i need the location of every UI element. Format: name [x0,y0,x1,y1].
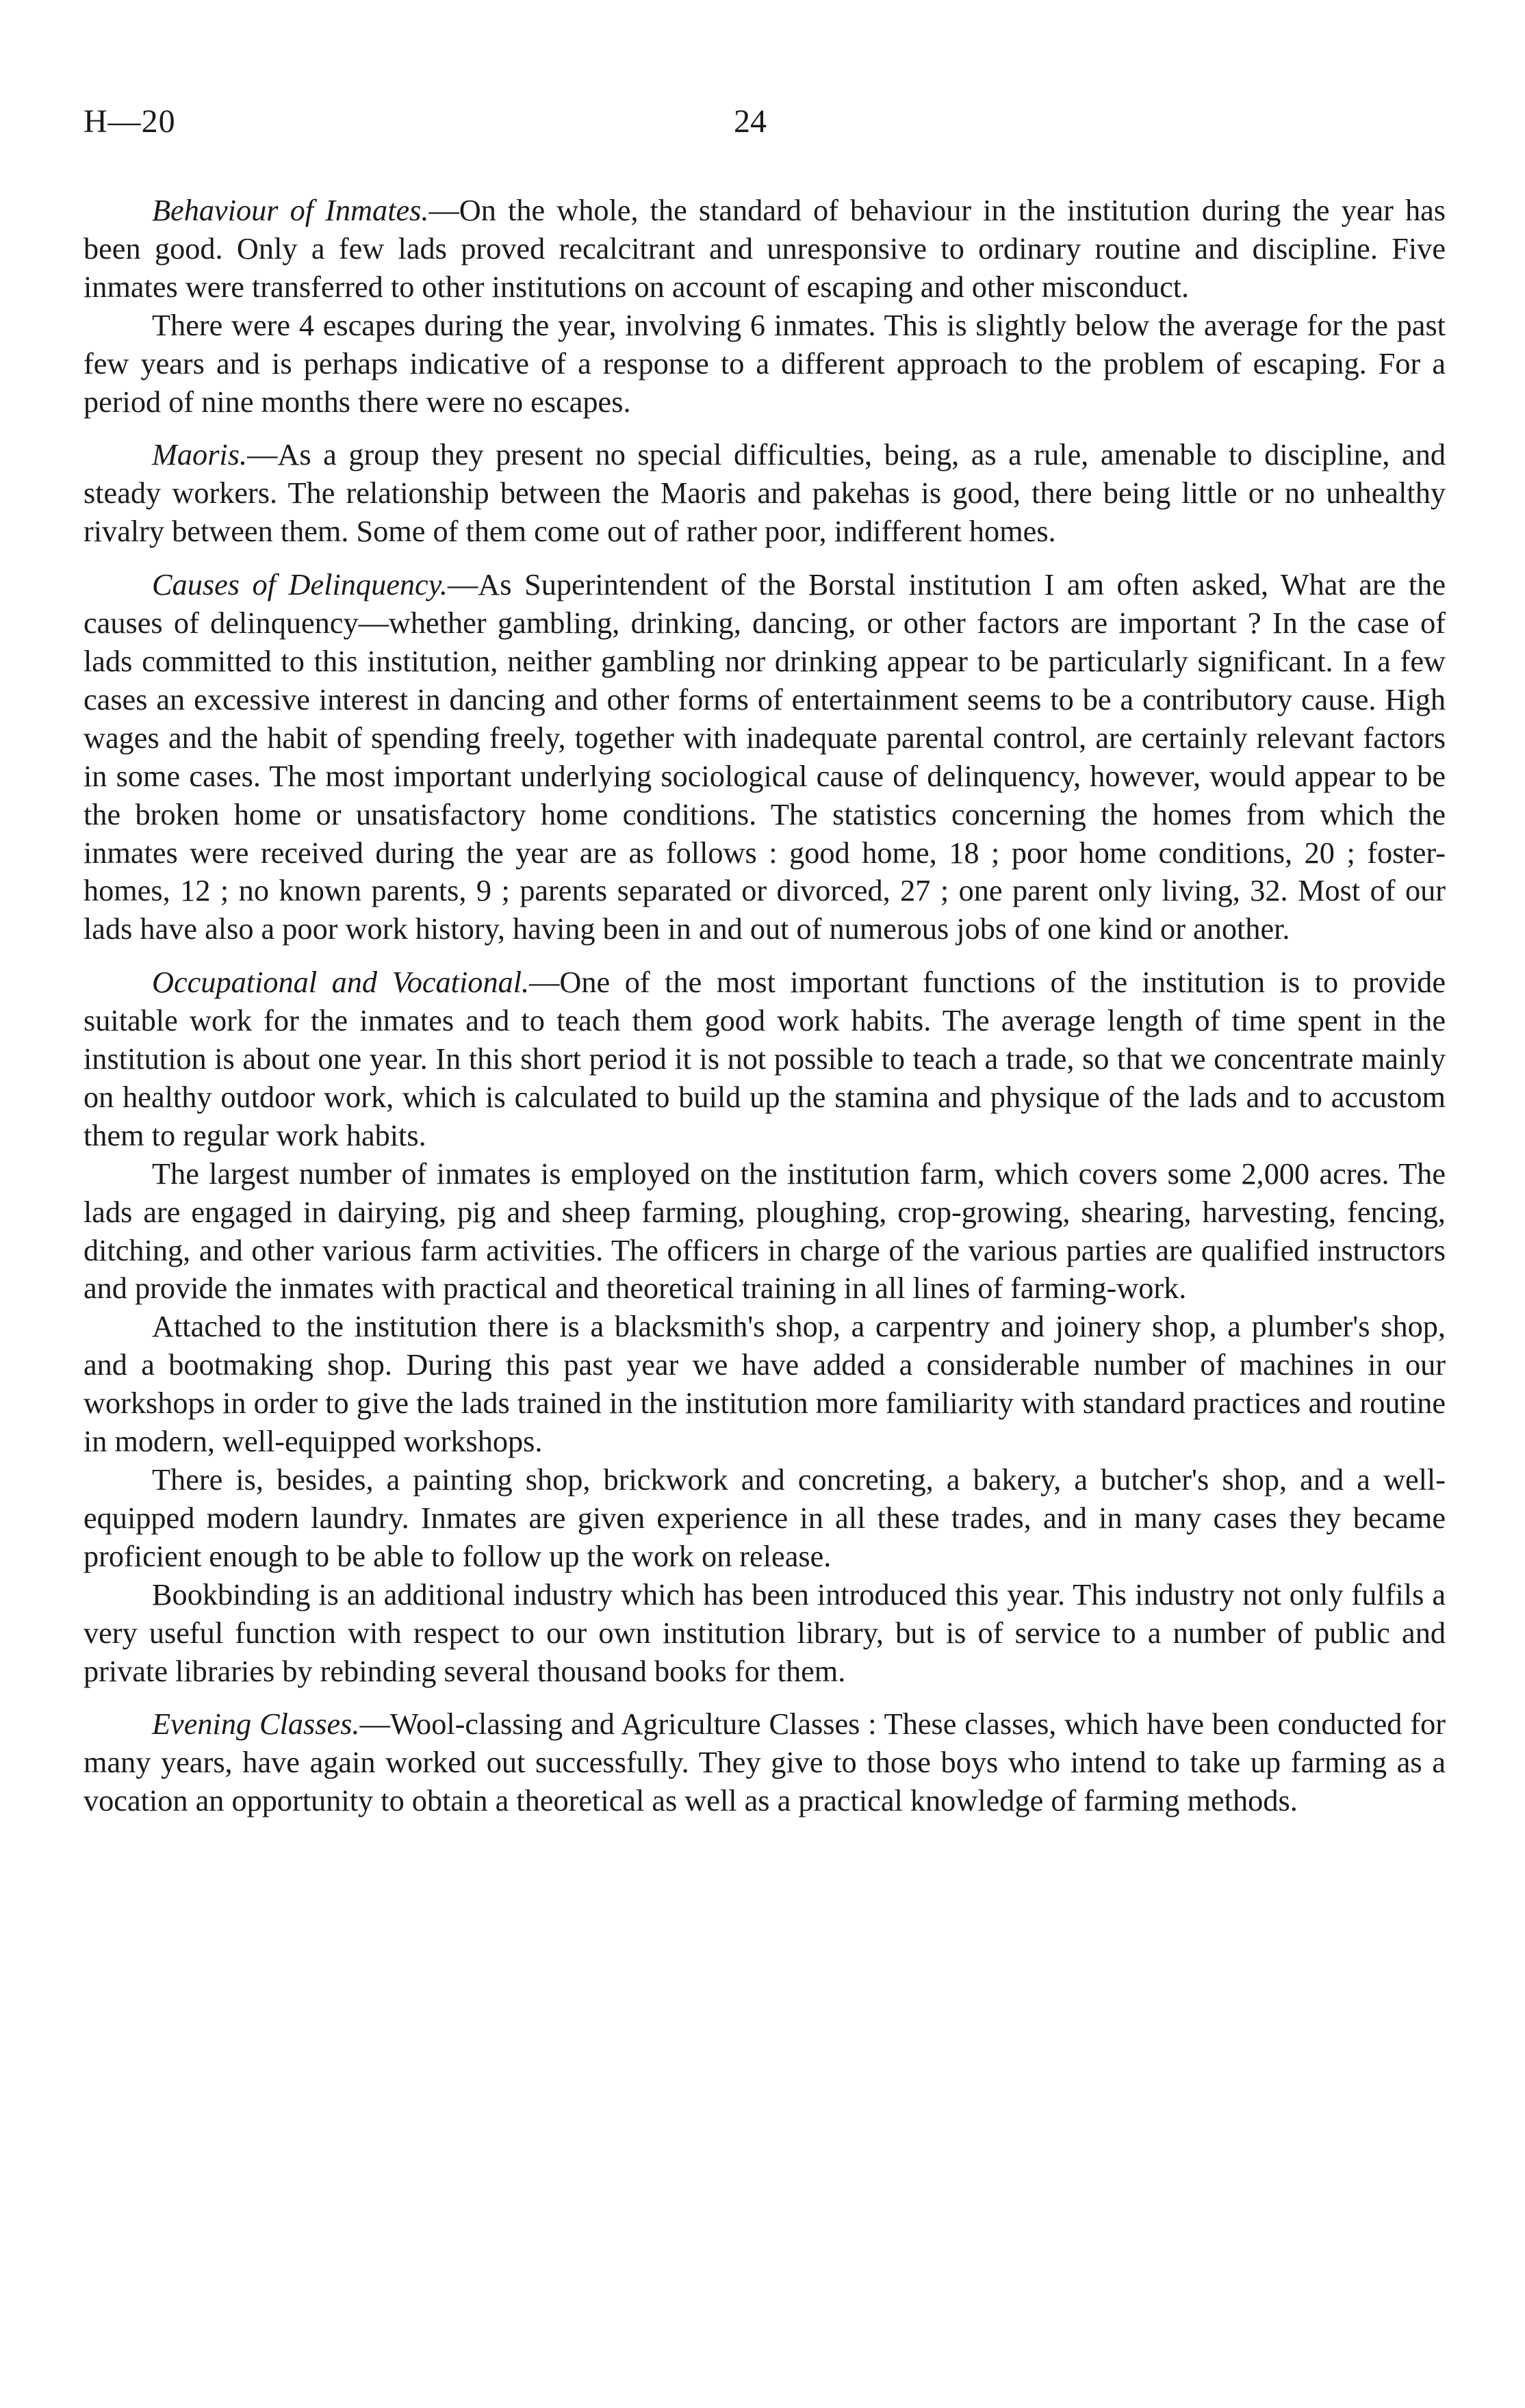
paragraph-occupational-and-vocational [84,963,1446,1155]
paragraph-text: There were 4 escapes during the year, involving 6 inmates. This is slightly below the average for the past few years and is perhaps indicative of a response to a different approach to the problem of escaping. For a period of nine months there were no escapes. [84,308,1446,419]
paragraph-trades [84,1461,1446,1576]
paragraph-text: Attached to the institution there is a blacksmith's shop, a carpentry and joinery shop, a plumber's shop, and a bootmaking shop. During this past year we have added a considerable number of machines in our workshops in order to give the lads trained in the institution more familiarity with standard practices and routine in modern, well-equipped workshops. [84,1310,1446,1459]
page-number: 24 [734,103,767,140]
paragraph-escapes [84,307,1446,422]
section-heading-behaviour: Behaviour of Inmates. [152,194,429,227]
paragraph-maoris [84,436,1446,551]
section-heading-maoris: Maoris. [152,438,248,472]
paragraph-text: There is, besides, a painting shop, brickwork and concreting, a bakery, a butcher's shop, and a well-equipped modern laundry. Inmates are given experience in all these trades, and in many cases they became proficient enough to be able to follow up the work on release. [84,1463,1446,1573]
paragraph-text: The largest number of inmates is employed on the institution farm, which covers some 2,000 acres. The lads are engaged in dairying, pig and sheep farming, ploughing, crop-growing, shearing, harvesting, fencing, ditching, and other various farm activities. The officers in charge of the various parties are qualified instructors and provide the inmates with practical and theoretical training in all lines of farming-work. [84,1156,1446,1306]
section-heading-evening-classes: Evening Classes. [152,1707,360,1742]
body-text [84,192,1446,1820]
section-heading-occupational: Occupational and Vocational. [152,966,530,1000]
paragraph-evening-classes [84,1705,1446,1820]
paragraph-text: Bookbinding is an additional industry which has been introduced this year. This industry not only fulfils a very useful function with respect to our own institution library, but is of service to a number of public and private libraries by rebinding several thousand books for them. [84,1577,1446,1688]
paragraph-behaviour-of-inmates [84,192,1446,307]
page-header [84,103,1446,157]
paragraph-bookbinding [84,1576,1446,1691]
paragraph-text: —One of the most important functions of the institution is to provide suitable work for the inmates and to teach them good work habits. The average length of time spent in the institution is about one year. In this short period it is not possible to teach a trade, so that we concentrate mainly on healthy outdoor work, which is calculated to build up the stamina and physique of the lads and to accustom them to regular work habits. [84,966,1446,1152]
paragraph-workshops [84,1308,1446,1461]
paragraph-text: —Wool-classing and Agriculture Classes : These classes, which have been conducted for many years, have again worked out successfully. They give to those boys who intend to take up farming as a vocation an opportunity to obtain a theoretical as well as a practical knowledge of farming methods. [84,1707,1446,1818]
section-heading-causes: Causes of Delinquency. [152,568,448,602]
paragraph-text: —As Superintendent of the Borstal institution I am often asked, What are the causes of delinquency—whether gambling, drinking, dancing, or other factors are important ? In the case of lads committed to this institution, neither gambling nor drinking appear to be particularly significant. In a few cases an excessive interest in dancing and other forms of entertainment seems to be a contributory cause. High wages and the habit of spending freely, together with inadequate parental control, are certainly relevant factors in some cases. The most important underlying sociological cause of delinquency, however, would appear to be the broken home or unsatisfactory home conditions. The statistics concerning the homes from which the inmates were received during the year are as follows : good home, 18 ; poor home conditions, 20 ; foster-homes, 12 ; no known parents, 9 ; parents separated or divorced, 27 ; one parent only living, 32. Most of our lads have also a poor work history, having been in and out of numerous jobs of one kind or another. [84,568,1446,946]
paragraph-text: —As a group they present no special difficulties, being, as a rule, amenable to discipline, and steady workers. The relationship between the Maoris and pakehas is good, there being little or no unhealthy rivalry between them. Some of them come out of rather poor, indifferent homes. [84,438,1446,549]
paragraph-text: —On the whole, the standard of behaviour in the institution during the year has been good. Only a few lads proved recalcitrant and unresponsive to ordinary routine and discipline. Five inmates were transferred to other institutions on account of escaping and other misconduct. [84,194,1446,304]
paragraph-farm [84,1155,1446,1308]
document-reference: H—20 [84,103,176,140]
paragraph-causes-of-delinquency [84,566,1446,948]
